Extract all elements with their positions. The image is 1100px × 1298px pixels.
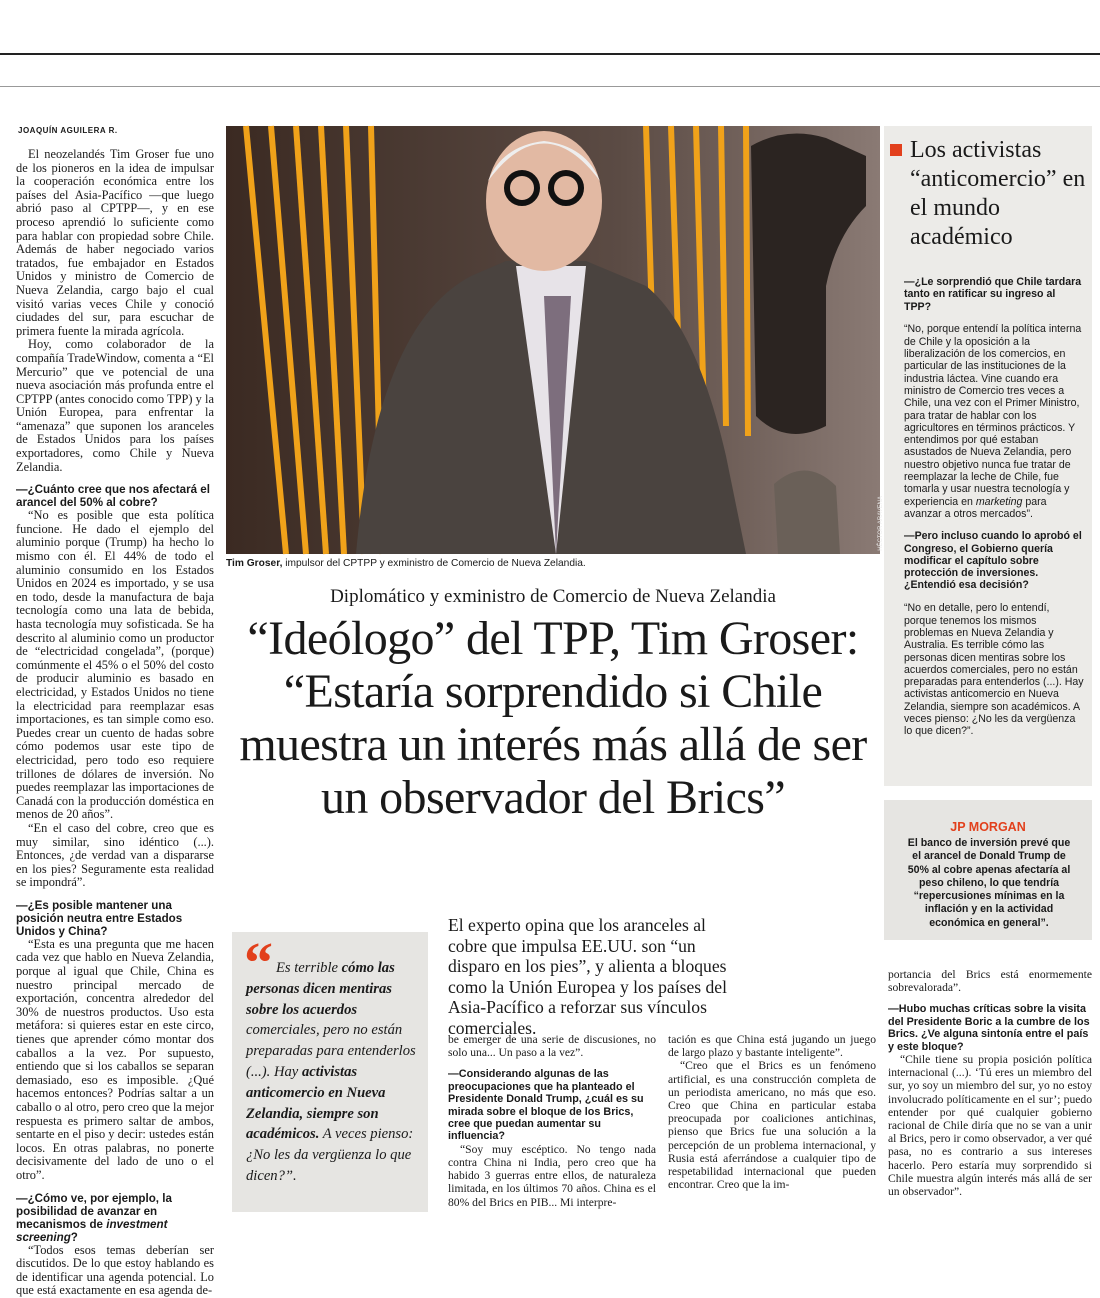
answer-italic: marketing — [975, 495, 1023, 508]
kicker: Diplomático y exministro de Comercio de Nueva Zelandia — [330, 586, 776, 607]
photo-credit: HÉCTOR ARAVENA — [878, 496, 884, 551]
photo-illustration — [226, 126, 880, 554]
answer-part: para avanzar a otros mercados”. — [904, 495, 1047, 520]
sidebar-title: Los activistas “anticomercio” en el mundo académico — [910, 137, 1086, 250]
question: —¿Le sorprendió que Chile tardara tanto en ratificar su ingreso al TPP? — [904, 276, 1082, 313]
article-column-4 — [668, 1033, 876, 1191]
answer-part: “No, porque entendí la política interna de Chile y la oposición a la liberalización de los comercios, en particular de las instituciones de la industria láctea. Vine cuando era ministro de Comercio tres veces a Chile, una vez con el Primer Ministro, para tratar de hablar con los agricultores en términos prácticos. Y entendimos por qué estaban asustados de Nueva Zelandia, pero nuestro objetivo nunca fue tratar de reemplazar la leche de Chile, fue tomarla y usar nuestra tecnología y experiencia en — [904, 323, 1082, 508]
quote-part: comerciales, pero no están preparadas para entenderlos (...). Hay — [246, 1022, 416, 1080]
sidebar-body — [904, 266, 1084, 738]
question-part: —¿Cómo ve, por ejemplo, la posibilidad de avanzar en mecanismos de — [16, 1191, 172, 1231]
paragraph: El neozelandés Tim Groser fue uno de los pioneros en la idea de impulsar la cooperación económica entre los países del Asia-Pacífico —que luego abrió paso al CPTPP—, y en ese proceso aprendió lo suficiente como para hablar con propiedad sobre Chile. Además de haber negociado varios tratados, fue embajador en Estados Unidos y ministro de Comercio de Nueva Zelandia, cargo bajo el cual visitó varias veces Chile y conoció ciudades del sur, para escuchar de primera fuente la mirada agrícola. — [16, 147, 214, 338]
question: —Pero incluso cuando lo aprobó el Congreso, el Gobierno quería modificar el capítulo sobre protección de inversiones. ¿Entendió esa decisión? — [904, 530, 1082, 592]
quote-bold: activistas anticomercio en Nueva Zelandia, siempre son académicos. — [246, 1063, 386, 1143]
bullet-square-icon — [890, 144, 902, 156]
answer: “Chile tiene su propia posición política internacional (...). ‘Tú eres un miembro del sur, yo soy un miembro del sur, yo no estoy involucrado políticamente en el sur’; puedo entender por qué cualquier gobierno racional de Chile diría que no se van a unir al Brics, pero ir como observador, a ver qué pasa, no es contrario a sus intereses hacerlo. Pero estaría muy sorprendido si Chile muestra algún interés más allá de ser un observador”. — [888, 1053, 1092, 1199]
jp-morgan-body: El banco de inversión prevé que el arancel de Donald Trump de 50% al cobre apenas afectaría al peso chileno, lo que tendría “repercusiones mínimas en la inflación y en la actividad económica en general”. — [907, 837, 1071, 929]
question: —¿Cuánto cree que nos afectará el arancel del 50% al cobre? — [16, 483, 210, 510]
answer: be emerger de una serie de discusiones, no solo una... Un paso a la vez”. — [448, 1033, 656, 1060]
answer: “Creo que el Brics es un fenómeno artificial, es una construcción completa de un periodista americano, no más que eso. Creo que China en particular estaba preocupada por coaliciones antichinas, pienso que Brics fue una solución a la percepción de un problema internacional, y Rusia está aferrándose a cualquier tipo de respetabilidad internacional que pueden encontrar. Creo que la im- — [668, 1059, 876, 1192]
article-column-5 — [888, 968, 1092, 1198]
answer: tación es que China está jugando un juego de largo plazo y bastante inteligente”. — [668, 1033, 876, 1060]
quote-part: Es terrible — [276, 960, 342, 976]
article-column-1 — [16, 148, 214, 1298]
photo-caption — [226, 558, 880, 569]
article-column-3 — [448, 1033, 656, 1209]
answer: “Esta es una pregunta que me hacen cada vez que hablo en Nueva Zelandia, porque al igual que Chile, China es nuestro principal mercado de exportación, concentra alrededor del 30% de nuestros productos. Uso esta metáfora: si quieres estar en este circo, tienes que aprender cómo montar dos caballos a la vez. Por supuesto, entiendo que si los caballos se separan demasiado, eso es imposible. ¿Qué hacemos entonces? Podrías saltar a un caballo o al otro, pero creo que la mejor respuesta es primero saltar de ambos, sentarte en el piso y decir: ustedes están locos. En otras palabras, no ponerte decisivamente del lado de uno o el otro”. — [16, 936, 214, 1182]
answer: “No en detalle, pero lo entendí, porque tenemos los mismos problemas en Nueva Zelandia y Australia. Es terrible cómo las personas dicen mentiras sobre los acuerdos comerciales, pero no están preparadas para entenderlos (...). Hay activistas anticomercio en Nueva Zelandia, siempre son académicos. A veces pienso: ¿No les da vergüenza lo que dicen?”. — [904, 602, 1084, 738]
top-rule-thin — [0, 86, 1100, 87]
answer: “En el caso del cobre, creo que es muy similar, sino idéntico (...). Entonces, ¿de verdad van a dispararse en los pies? Seguramente esta realidad se impondrá”. — [16, 820, 214, 890]
question — [16, 1192, 214, 1244]
deck: El experto opina que los aranceles al cobre que impulsa EE.UU. son “un disparo en los pies”, y alienta a bloques como la Unión Europea y los países del Asia-Pacífico a reforzar sus vínculos comerciales. — [448, 915, 727, 1038]
answer — [904, 323, 1084, 520]
pull-quote-text — [246, 958, 422, 1187]
question: —¿Es posible mantener una posición neutra entre Estados Unidos y China? — [16, 898, 183, 938]
answer: “Todos esos temas deberían ser discutidos. De lo que estoy hablando es de identificar una agenda potencial. Lo que está exactamente en esa agenda de- — [16, 1242, 214, 1298]
jp-morgan-box — [884, 800, 1092, 940]
portrait-photo — [226, 126, 884, 554]
quote-mark-icon: “ — [244, 930, 273, 995]
caption-name: Tim Groser, — [226, 558, 283, 569]
paragraph: Hoy, como colaborador de la compañía TradeWindow, comenta a “El Mercurio” que ve potencial de una nueva asociación más profunda entre el CPTPP (antes conocido como TPP) y la Unión Europea, para enfrentar la “amenaza” que suponen los aranceles de Estados Unidos para los países exportadores, como Chile y Nueva Zelandia. — [16, 337, 214, 474]
byline: JOAQUÍN AGUILERA R. — [18, 126, 118, 135]
answer: portancia del Brics está enormemente sobrevalorada”. — [888, 968, 1092, 995]
answer: “Soy muy escéptico. No tengo nada contra China ni India, pero creo que ha habido 3 guerras entre ellos, de naturaleza limitada, en los últimos 70 años. China es el 80% del Brics en PIB... Mi interpre- — [448, 1142, 656, 1209]
question: —Hubo muchas críticas sobre la visita del Presidente Boric a la cumbre de los Brics. ¿Ve alguna sintonía entre el país y este bloque? — [888, 1003, 1090, 1053]
quote-bold: cómo las personas dicen mentiras sobre los acuerdos — [246, 960, 395, 1018]
quote-part: A veces pienso: ¿No les da vergüenza lo que dicen?”. — [246, 1126, 414, 1184]
caption-text: impulsor del CPTPP y exministro de Comercio de Nueva Zelandia. — [282, 558, 586, 569]
question-part: ? — [70, 1230, 78, 1244]
top-rule — [0, 53, 1100, 55]
headline: “Ideólogo” del TPP, Tim Groser: “Estaría sorprendido si Chile muestra un interés más allá de ser un observador del Brics” — [239, 612, 867, 824]
answer: “No es posible que esta política funcione. He dado el ejemplo del aluminio porque (Trump) ha hecho lo mismo con él. El 44% de todo el aluminio consumido en los Estados Unidos en 2024 es importado, y se usa en todo, desde la manufactura de baja tecnología como una lata de bebida, hasta tecnología muy sofisticada. Se ha descrito al aluminio como un productor de “electricidad congelada”, (porque) comúnmente el 45% o el 50% del costo de producir aluminio es basado en electricidad, y Estados Unidos no tiene la electricidad para reemplazar esas importaciones, es tan simple como eso. Puedes crear un cuento de hadas sobre cómo podemos usar este tipo de electricidad, pero todo eso requiere trillones de dólares de inversión. No puedes reemplazar las importaciones de Canadá con la producción doméstica en menos de 20 años”. — [16, 508, 214, 822]
sidebar-box — [884, 126, 1092, 786]
pull-quote-box — [232, 932, 428, 1212]
jp-morgan-title: JP MORGAN — [950, 820, 1026, 834]
question: —Considerando algunas de las preocupaciones que ha planteado el Presidente Donald Trump, ¿cuál es su mirada sobre el bloque de los Brics, cree que puedan aumentar su influencia? — [448, 1068, 644, 1143]
question-italic: investment screening — [16, 1217, 168, 1244]
